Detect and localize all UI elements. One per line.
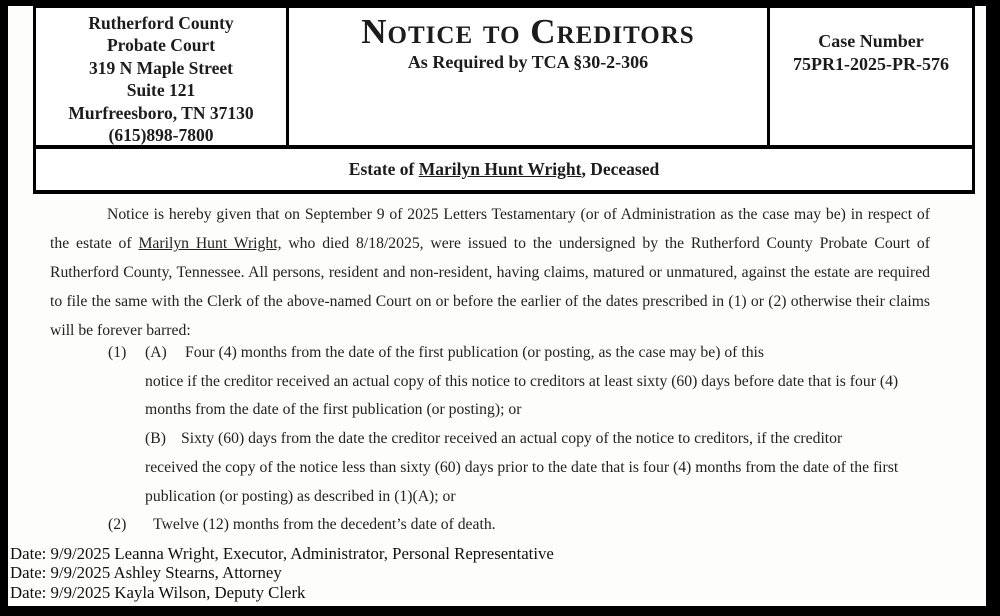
decedent-name-inline: Marilyn Hunt Wright, (138, 235, 282, 252)
item-text: Sixty (60) days from the date the creditor received an actual copy of the notice to creditors, if the creditor (181, 430, 843, 448)
case-number-block (770, 8, 972, 145)
estate-of-row (36, 149, 972, 190)
date-line-attorney: Date: 9/9/2025 Ashley Stearns, Attorney (10, 563, 282, 583)
court-city-state-zip: Murfreesboro, TN 37130 (68, 102, 254, 123)
item-letter: (A) (145, 344, 167, 361)
case-number-value: 75PR1-2025-PR-576 (793, 53, 949, 74)
estate-suffix: , Deceased (581, 159, 660, 179)
court-address-block (36, 8, 289, 145)
document-title: Notice to Creditors (361, 12, 695, 51)
list-line (108, 339, 898, 368)
estate-prefix: Estate of (348, 159, 419, 179)
header-row (36, 8, 972, 149)
item-letter: (B) (145, 430, 166, 448)
item-text: Four (4) months from the date of the first publication (or posting, as the case may be) of this (185, 344, 764, 361)
document-sheet (8, 6, 986, 606)
court-phone: (615)898-7800 (108, 125, 214, 145)
notice-title-block (289, 8, 770, 145)
item-text: Twelve (12) months from the decedent’s date of death. (153, 516, 496, 534)
case-number-label: Case Number (818, 31, 924, 51)
date-signature-lines (10, 544, 554, 602)
court-suite: Suite 121 (126, 80, 196, 101)
list-line (108, 483, 898, 512)
date-line-deputy-clerk: Date: 9/9/2025 Kayla Wilson, Deputy Clerk (10, 582, 306, 602)
header-table (33, 6, 975, 194)
item-number: (1) (108, 344, 127, 361)
list-line (108, 454, 898, 483)
court-name-line-2: Probate Court (106, 35, 216, 56)
court-street: 319 N Maple Street (88, 57, 234, 78)
decedent-name: Marilyn Hunt Wright (418, 159, 582, 179)
date-line-executor: Date: 9/9/2025 Leanna Wright, Executor, Administrator, Personal Representative (10, 544, 554, 563)
item-text: notice if the creditor received an actual copy of this notice to creditors at least sixty (60) days before date that is four (4) (145, 372, 899, 390)
list-line (108, 511, 898, 540)
court-name-line-1: Rutherford County (88, 13, 234, 33)
item-text: received the copy of the notice less than sixty (60) days prior to the date that is four (4) months from the date of the first (145, 458, 899, 476)
document-subtitle: As Required by TCA §30-2-306 (407, 52, 649, 72)
item-text: months from the date of the first publication (or posting); or (145, 401, 522, 419)
paragraph-text-after: who died 8/18/2025, were issued to the undersigned by the Rutherford County Probate Court of Rutherford County, Tennessee. All persons, resident and non-resident, having claims, matured or unmatured, against the estate are required to file the same with the Clerk of the above-named Court on or before the earlier of the dates prescribed in (1) or (2) otherwise their claims will be forever barred: (50, 235, 930, 339)
item-text: publication (or posting) as described in (1)(A); or (145, 487, 456, 505)
list-line (108, 396, 898, 425)
notice-body-paragraph (50, 200, 930, 345)
list-line (108, 425, 898, 454)
item-number: (2) (108, 516, 127, 534)
list-line (108, 368, 898, 397)
paragraph-text-before: Notice is hereby given that on September 9 of 2025 Letters Testamentary (or of Administration as the case may be) in respect of the estate of (50, 206, 930, 252)
deadline-list (108, 339, 898, 540)
